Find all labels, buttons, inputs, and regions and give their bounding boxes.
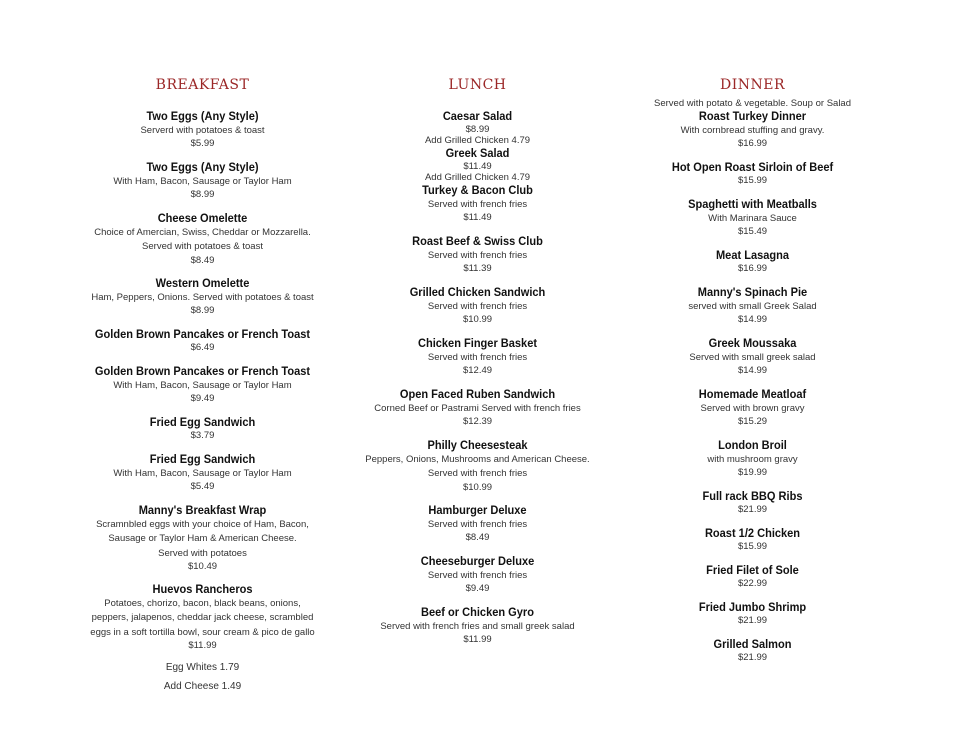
item-name: Manny's Breakfast Wrap (138, 503, 267, 517)
menu-item (635, 336, 870, 377)
item-description: Scramnbled eggs with your choice of Ham, Bacon, Sausage or Taylor Ham & American Cheese. Served with potatoes (96, 518, 309, 559)
menu-item (360, 554, 595, 595)
item-name: Caesar Salad (442, 109, 513, 123)
item-name: Philly Cheesesteak (427, 438, 528, 452)
item-name: Roast Turkey Dinner (698, 109, 807, 123)
menu-item (635, 285, 870, 326)
menu-item (360, 234, 595, 275)
item-name: Spaghetti with Meatballs (688, 197, 817, 211)
item-name: Fried Egg Sandwich (149, 452, 256, 466)
item-name: Huevos Rancheros (152, 582, 253, 596)
menu-item (635, 438, 870, 479)
item-name: Homemade Meatloaf (698, 387, 807, 401)
item-description: Served with french fries and small greek salad (380, 620, 575, 632)
item-description: Serverd with potatoes & toast (140, 124, 265, 136)
item-name: Two Eggs (Any Style) (146, 109, 259, 123)
item-description: served with small Greek Salad (688, 300, 817, 312)
item-description: Served with brown gravy (700, 402, 805, 414)
item-name: Grilled Chicken Sandwich (409, 285, 546, 299)
extra-egg-whites: Egg Whites 1.79 (165, 662, 240, 673)
item-description: Served with french fries (427, 351, 528, 363)
item-price: $21.99 (737, 614, 768, 626)
item-name: Hamburger Deluxe (428, 503, 527, 517)
item-name: Golden Brown Pancakes or French Toast (94, 364, 311, 378)
menu-item (635, 600, 870, 627)
menu-item (85, 452, 320, 493)
item-name: Hot Open Roast Sirloin of Beef (671, 160, 834, 174)
menu-item (635, 526, 870, 553)
item-name: Fried Filet of Sole (706, 563, 799, 577)
item-name: Chicken Finger Basket (417, 336, 538, 350)
item-description: With Marinara Sauce (708, 212, 797, 224)
menu-item (360, 146, 595, 183)
dinner-title: DINNER (719, 77, 785, 93)
item-price: $21.99 (737, 503, 768, 515)
menu-item (360, 109, 595, 146)
menu-item (85, 415, 320, 442)
item-price: $19.99 (737, 467, 768, 478)
item-name: Full rack BBQ Ribs (702, 489, 803, 503)
item-name: Beef or Chicken Gyro (421, 605, 534, 619)
item-price: $5.99 (190, 138, 215, 149)
item-description: Choice of Amercian, Swiss, Cheddar or Mozzarella. Served with potatoes & toast (94, 226, 311, 252)
item-price: $5.49 (190, 481, 215, 492)
menu-item (635, 248, 870, 275)
item-name: Western Omelette (155, 276, 250, 290)
menu-item (85, 109, 320, 150)
item-price: $10.99 (462, 481, 493, 493)
menu-item (360, 183, 595, 224)
item-price: $10.49 (187, 561, 218, 572)
item-price: $8.99 (190, 189, 215, 200)
item-price: $8.99 (190, 305, 215, 316)
item-price: $15.29 (737, 416, 768, 427)
item-name: Cheeseburger Deluxe (420, 554, 535, 568)
item-name: Roast 1/2 Chicken (704, 526, 801, 540)
item-price: $15.49 (737, 226, 768, 237)
menu-item (87, 582, 318, 652)
item-name: Open Faced Ruben Sandwich (399, 387, 556, 401)
item-name: Cheese Omelette (157, 211, 248, 225)
item-price: $8.99 (465, 123, 490, 135)
item-price: $11.39 (463, 263, 492, 274)
menu-item (635, 160, 870, 187)
item-price: $12.39 (462, 416, 493, 427)
item-price: $14.99 (737, 365, 768, 376)
item-description: Ham, Peppers, Onions. Served with potatoes & toast (91, 291, 314, 303)
menu-item (360, 336, 595, 377)
item-price: $21.99 (737, 651, 768, 663)
item-name: Fried Egg Sandwich (149, 415, 256, 429)
item-price: $10.99 (462, 314, 493, 325)
item-description: Served with french fries (427, 569, 528, 581)
item-name: Roast Beef & Swiss Club (412, 234, 543, 248)
extra-add-cheese: Add Cheese 1.49 (163, 681, 242, 692)
item-description: with mushroom gravy (707, 453, 798, 465)
menu-item (340, 605, 615, 646)
menu-item (340, 387, 615, 428)
item-price: $16.99 (737, 262, 768, 274)
item-description: Served with small greek salad (689, 351, 816, 363)
item-name: Golden Brown Pancakes or French Toast (94, 327, 311, 341)
lunch-title: LUNCH (448, 77, 507, 93)
item-description: With Ham, Bacon, Sausage or Taylor Ham (113, 467, 292, 479)
breakfast-title: BREAKFAST (155, 77, 250, 93)
item-price: $12.49 (462, 365, 493, 376)
item-price: $15.99 (737, 540, 768, 552)
menu-item (85, 327, 320, 354)
item-description: Potatoes, chorizo, bacon, black beans, onions, peppers, jalapenos, cheddar jack cheese, scrambled eggs in a soft tortilla bowl, sour cream & pico de gallo (90, 597, 315, 638)
item-name: Greek Moussaka (708, 336, 797, 350)
item-price: $15.99 (737, 174, 768, 186)
menu-item (635, 563, 870, 590)
menu-item (85, 276, 320, 317)
item-description: Peppers, Onions, Mushrooms and American Cheese. Served with french fries (365, 453, 590, 479)
item-name: Meat Lasagna (715, 248, 789, 262)
item-price: $16.99 (737, 138, 768, 149)
item-name: Two Eggs (Any Style) (146, 160, 259, 174)
item-price: $8.49 (190, 254, 215, 266)
menu-item (360, 285, 595, 326)
item-description: Served with french fries (427, 198, 528, 210)
item-description: With Ham, Bacon, Sausage or Taylor Ham (113, 175, 292, 187)
item-description: Served with french fries (427, 518, 528, 530)
item-description: Served with french fries (427, 300, 528, 312)
item-addon: Add Grilled Chicken 4.79 (424, 134, 531, 146)
item-description: With cornbread stuffing and gravy. (680, 124, 825, 136)
item-price: $14.99 (737, 314, 768, 325)
menu-item (360, 503, 595, 544)
item-price: $11.99 (463, 634, 492, 645)
item-description: With Ham, Bacon, Sausage or Taylor Ham (113, 379, 292, 391)
item-price: $11.99 (188, 640, 217, 651)
item-price: $11.49 (463, 212, 492, 223)
item-name: Turkey & Bacon Club (422, 183, 533, 197)
item-price: $9.49 (190, 393, 215, 404)
menu-item (348, 438, 607, 494)
item-name: Manny's Spinach Pie (697, 285, 808, 299)
item-addon: Add Grilled Chicken 4.79 (424, 171, 531, 183)
item-name: Grilled Salmon (713, 637, 792, 651)
item-description: Corned Beef or Pastrami Served with french fries (374, 402, 581, 414)
item-price: $6.49 (190, 341, 215, 353)
menu-item (635, 489, 870, 516)
menu-item (635, 637, 870, 664)
menu-item (85, 160, 320, 201)
item-price: $8.49 (465, 532, 490, 543)
menu-item (85, 211, 320, 267)
menu-item (635, 197, 870, 238)
dinner-note: Served with potato & vegetable. Soup or Salad (654, 98, 851, 109)
menu-item (85, 364, 320, 405)
item-name: Fried Jumbo Shrimp (698, 600, 807, 614)
item-name: London Broil (718, 438, 787, 452)
item-price: $11.49 (463, 160, 492, 172)
item-price: $9.49 (465, 583, 490, 594)
menu-item (635, 109, 870, 150)
menu-item (635, 387, 870, 428)
menu-item (93, 503, 312, 573)
item-description: Served with french fries (427, 249, 528, 261)
item-price: $22.99 (737, 577, 768, 589)
item-name: Greek Salad (445, 146, 510, 160)
item-price: $3.79 (190, 429, 215, 441)
